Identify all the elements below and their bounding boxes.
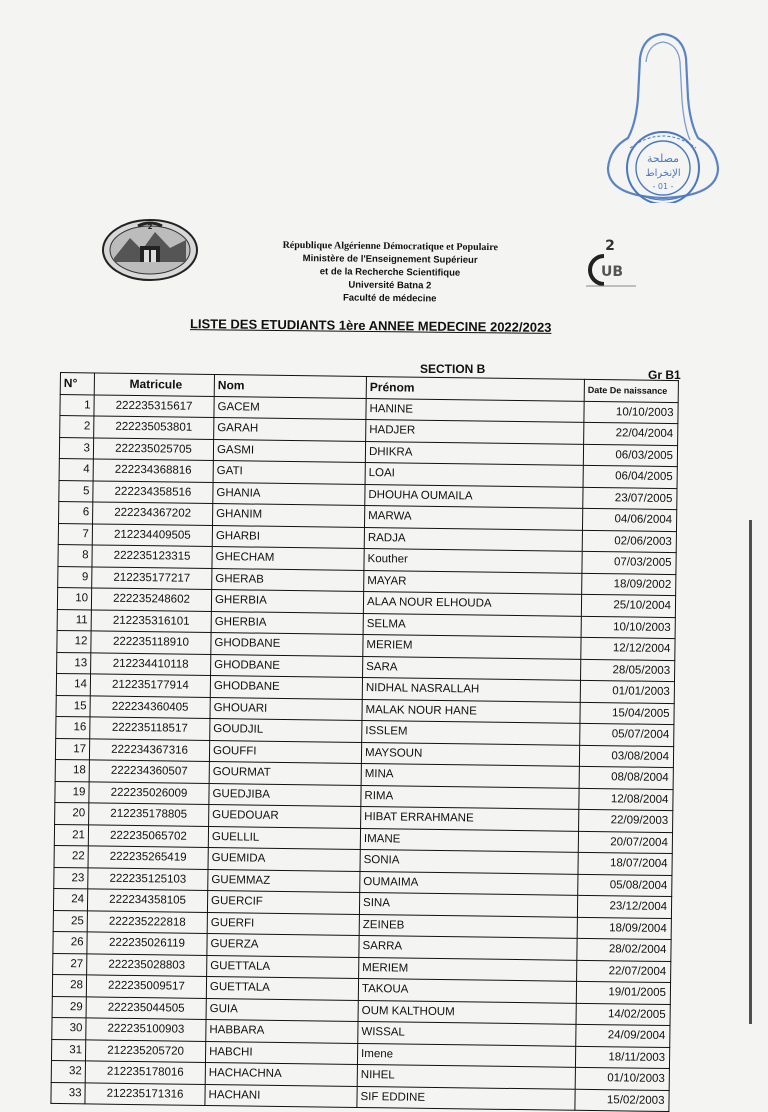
matricule-cell: 212235177914 [90,674,210,697]
matricule-cell: 212235205720 [85,1039,205,1062]
scan-edge-line [749,520,752,1024]
header-prenom: Prénom [366,377,584,401]
row-number: 14 [56,673,90,695]
nom-cell: GHANIA [213,482,365,505]
prenom-cell: SINA [359,892,577,916]
date-naissance-cell: 15/04/2005 [580,702,674,725]
matricule-cell: 222234367316 [89,738,209,761]
prenom-cell: HANINE [366,398,584,422]
date-naissance-cell: 10/10/2003 [581,616,675,639]
nom-cell: HACHANI [205,1084,357,1107]
date-naissance-cell: 22/09/2003 [579,809,673,832]
matricule-cell: 222235118517 [90,717,210,740]
row-number: 22 [54,845,88,867]
svg-text:2: 2 [605,238,615,254]
prenom-cell: Kouther [364,548,582,572]
nom-cell: GUEMIDA [208,847,360,870]
nom-cell: HABCHI [205,1041,357,1064]
nom-cell: GUEMMAZ [208,869,360,892]
prenom-cell: MERIEM [363,634,581,658]
date-naissance-cell: 05/07/2004 [580,723,674,746]
row-number: 2 [60,416,94,438]
row-number: 32 [51,1060,85,1082]
date-naissance-cell: 28/05/2003 [581,659,675,682]
svg-text:الإنخراط: الإنخراط [645,168,681,179]
nom-cell: GUETTALA [206,976,358,999]
matricule-cell: 222235118910 [91,631,211,654]
row-number: 19 [55,781,89,803]
matricule-cell: 222235123315 [92,545,212,568]
date-naissance-cell: 04/06/2004 [582,508,676,531]
date-naissance-cell: 20/07/2004 [578,831,672,854]
row-number: 13 [57,652,91,674]
date-naissance-cell: 28/02/2004 [577,938,671,961]
nom-cell: GHECHAM [212,547,364,570]
prenom-cell: SONIA [360,849,578,873]
nom-cell: GHODBANE [210,675,362,698]
header-nom: Nom [214,375,366,398]
date-naissance-cell: 23/12/2004 [577,895,671,918]
prenom-cell: SIF EDDINE [357,1086,575,1110]
matricule-cell: 222235100903 [86,1018,206,1041]
prenom-cell: HIBAT ERRAHMANE [361,806,579,830]
document-title: LISTE DES ETUDIANTS 1ère ANNEE MEDECINE 2022/2023 [189,316,552,335]
matricule-cell: 222234360507 [89,760,209,783]
date-naissance-cell: 05/08/2004 [578,874,672,897]
row-number: 21 [54,824,88,846]
date-naissance-cell: 06/03/2005 [583,444,677,467]
nom-cell: GHERBIA [211,611,363,634]
student-table-wrapper [50,372,678,1112]
prenom-cell: ZEINEB [359,914,577,938]
matricule-cell: 222235065702 [88,824,208,847]
faculty-line: Faculté de médecine [342,292,437,305]
matricule-cell: 212235316101 [91,609,211,632]
nom-cell: GUERZA [207,933,359,956]
nom-cell: GHOUARI [210,697,362,720]
nom-cell: GOUDJIL [210,718,362,741]
row-number: 12 [57,630,91,652]
date-naissance-cell: 18/09/2004 [577,917,671,940]
table-body [51,394,678,1112]
row-number: 30 [52,1017,86,1039]
matricule-cell: 222235053801 [94,416,214,439]
row-number: 29 [52,996,86,1018]
date-naissance-cell: 18/11/2003 [575,1046,669,1069]
date-naissance-cell: 15/02/2003 [575,1089,669,1112]
header-no: N° [60,373,94,395]
row-number: 25 [53,910,87,932]
row-number: 31 [51,1039,85,1061]
student-table [50,372,679,1112]
row-number: 16 [56,716,90,738]
date-naissance-cell: 08/08/2004 [579,766,673,789]
matricule-cell: 222234368816 [93,459,213,482]
row-number: 6 [59,501,93,523]
prenom-cell: Imene [357,1043,575,1067]
prenom-cell: MAYSOUN [361,742,579,766]
nom-cell: GATI [213,461,365,484]
prenom-cell: SARA [363,656,581,680]
matricule-cell: 212234410118 [91,652,211,675]
nom-cell: HACHACHNA [205,1062,357,1085]
nom-cell: GARAH [214,418,366,441]
matricule-cell: 212234409505 [92,523,212,546]
nom-cell: GHERBIA [211,590,363,613]
official-stamp [598,28,728,203]
date-naissance-cell: 06/04/2005 [583,465,677,488]
nom-cell: GHANIM [213,504,365,527]
nom-cell: GOUFFI [209,740,361,763]
prenom-cell: DHIKRA [365,441,583,465]
row-number: 9 [58,566,92,588]
date-naissance-cell: 19/01/2005 [576,981,670,1004]
matricule-cell: 222235026009 [89,781,209,804]
matricule-cell: 222235265419 [88,846,208,869]
date-naissance-cell: 12/08/2004 [579,788,673,811]
matricule-cell: 222234367202 [93,502,213,525]
prenom-cell: NIHEL [357,1064,575,1088]
nom-cell: GASMI [213,439,365,462]
row-number: 4 [59,458,93,480]
nom-cell: GACEM [214,396,366,419]
header-matricule: Matricule [94,373,214,396]
matricule-cell: 222234358516 [93,480,213,503]
row-number: 17 [55,738,89,760]
group-label: Gr B1 [648,368,681,382]
matricule-cell: 222235315617 [94,394,214,417]
nom-cell: GUIA [206,998,358,1021]
prenom-cell: MAYAR [364,570,582,594]
matricule-cell: 212235178016 [85,1061,205,1084]
nom-cell: GUEDJIBA [209,783,361,806]
prenom-cell: SELMA [363,613,581,637]
row-number: 11 [57,609,91,631]
republic-line: République Algérienne Démocratique et Populaire [282,239,498,254]
row-number: 18 [55,759,89,781]
nom-cell: GUELLIL [208,826,360,849]
prenom-cell: OUMAIMA [360,871,578,895]
prenom-cell: MARWA [364,506,582,530]
nom-cell: GUEDOUAR [209,804,361,827]
row-number: 27 [53,953,87,975]
prenom-cell: MINA [361,763,579,787]
prenom-cell: TAKOUA [358,978,576,1002]
nom-cell: GUERCIF [207,890,359,913]
matricule-cell: 222235028803 [87,953,207,976]
university-emblem-icon [100,218,200,282]
date-naissance-cell: 10/10/2003 [584,401,678,424]
svg-text:2: 2 [147,223,153,231]
nom-cell: GHARBI [212,525,364,548]
section-label: SECTION B [420,362,486,376]
matricule-cell: 222235044505 [86,996,206,1019]
nom-cell: GUERFI [207,912,359,935]
date-naissance-cell: 03/08/2004 [579,745,673,768]
row-number: 7 [58,523,92,545]
ub2-logo-icon [580,238,642,290]
matricule-cell: 222235125103 [88,867,208,890]
date-naissance-cell: 02/06/2003 [582,530,676,553]
matricule-cell: 212235178805 [89,803,209,826]
row-number: 8 [58,544,92,566]
date-naissance-cell: 22/07/2004 [577,960,671,983]
matricule-cell: 222235222818 [87,910,207,933]
svg-text:UB: UB [600,264,624,280]
row-number: 33 [51,1082,85,1104]
prenom-cell: MALAK NOUR HANE [362,699,580,723]
row-number: 23 [54,867,88,889]
svg-text:مصلحة: مصلحة [646,152,680,165]
date-naissance-cell: 18/09/2002 [582,573,676,596]
prenom-cell: OUM KALTHOUM [358,1000,576,1024]
row-number: 1 [60,394,94,416]
nom-cell: GOURMAT [209,761,361,784]
prenom-cell: IMANE [360,828,578,852]
matricule-cell: 212235177217 [92,566,212,589]
row-number: 20 [55,802,89,824]
date-naissance-cell: 01/10/2003 [575,1067,669,1090]
nom-cell: HABBARA [206,1019,358,1042]
prenom-cell: DHOUHA OUMAILA [365,484,583,508]
prenom-cell: SARRA [359,935,577,959]
prenom-cell: ISSLEM [362,720,580,744]
matricule-cell: 222235025705 [93,437,213,460]
ministry-line: Ministère de l'Enseignement Supérieur [302,253,478,266]
matricule-cell: 212235171316 [85,1082,205,1105]
svg-text:- 01 -: - 01 - [652,182,674,191]
matricule-cell: 222234360405 [90,695,210,718]
row-number: 26 [53,931,87,953]
matricule-cell: 222235009517 [86,975,206,998]
nom-cell: GUETTALA [207,955,359,978]
nom-cell: GHODBANE [211,654,363,677]
row-number: 15 [56,695,90,717]
prenom-cell: LOAI [365,463,583,487]
date-naissance-cell: 25/10/2004 [581,594,675,617]
date-naissance-cell: 01/01/2003 [580,680,674,703]
row-number: 3 [59,437,93,459]
row-number: 10 [57,587,91,609]
row-number: 5 [59,480,93,502]
row-number: 28 [52,974,86,996]
ministry-line-2: et de la Recherche Scientifique [319,266,461,279]
prenom-cell: NIDHAL NASRALLAH [362,677,580,701]
date-naissance-cell: 07/03/2005 [582,551,676,574]
prenom-cell: ALAA NOUR ELHOUDA [363,591,581,615]
row-number: 24 [53,888,87,910]
header-date-naissance: Date De naissance [584,379,678,402]
matricule-cell: 222235248602 [91,588,211,611]
date-naissance-cell: 18/07/2004 [578,852,672,875]
matricule-cell: 222235026119 [87,932,207,955]
prenom-cell: RIMA [361,785,579,809]
institution-header [240,238,541,306]
date-naissance-cell: 23/07/2005 [583,487,677,510]
nom-cell: GHERAB [212,568,364,591]
prenom-cell: HADJER [366,420,584,444]
university-line: Université Batna 2 [348,279,432,292]
date-naissance-cell: 22/04/2004 [584,422,678,445]
prenom-cell: WISSAL [358,1021,576,1045]
date-naissance-cell: 14/02/2005 [576,1003,670,1026]
prenom-cell: MERIEM [359,957,577,981]
nom-cell: GHODBANE [211,633,363,656]
prenom-cell: RADJA [364,527,582,551]
date-naissance-cell: 24/09/2004 [576,1024,670,1047]
matricule-cell: 222234358105 [87,889,207,912]
date-naissance-cell: 12/12/2004 [581,637,675,660]
